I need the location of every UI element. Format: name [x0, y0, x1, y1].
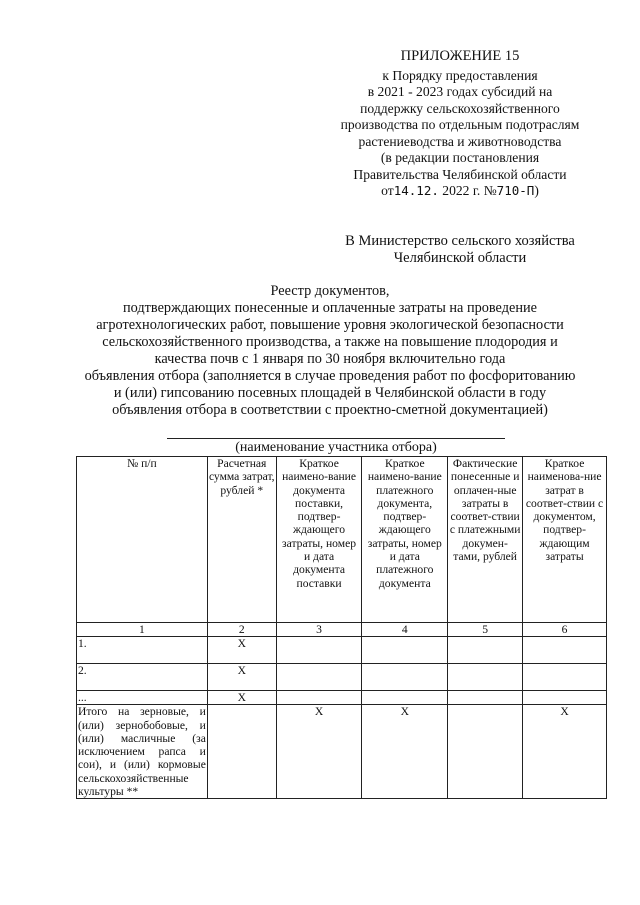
table-cell	[276, 691, 362, 705]
registry-title-line: объявления отбора (заполняется в случае проведения работ по фосфоритованию	[84, 368, 576, 384]
registry-title-line: Реестр документов,	[270, 283, 390, 299]
table-cell: X	[207, 637, 276, 664]
table-cell: X	[523, 705, 607, 799]
table-cell	[207, 705, 276, 799]
handwritten-date: 14.12.	[393, 183, 439, 198]
registry-title-line: агротехнологических работ, повышение уровня экологической безопасности	[96, 317, 564, 333]
appendix-title: ПРИЛОЖЕНИЕ 15	[400, 48, 520, 64]
header-line: Правительства Челябинской области	[353, 166, 567, 182]
table-cell: X	[362, 705, 448, 799]
column-header: Фактические понесенные и оплачен-ные затраты в соответ-ствии с платежными докумен-тами, рублей	[448, 457, 523, 623]
table-row-total	[77, 705, 607, 799]
recipient-line: Челябинской области	[393, 250, 527, 266]
column-header: Краткое наимено-вание платежного документа, подтвер-ждающего затраты, номер и дата платежного документа	[362, 457, 448, 623]
appendix-header	[300, 48, 620, 200]
table-cell	[448, 637, 523, 664]
table-row	[77, 691, 607, 705]
table-row	[77, 637, 607, 664]
column-header: Расчетная сумма затрат, рублей *	[207, 457, 276, 623]
column-number: 4	[362, 623, 448, 637]
table-cell	[276, 664, 362, 691]
table-cell: X	[207, 664, 276, 691]
table-cell: ...	[77, 691, 208, 705]
table-cell	[362, 691, 448, 705]
table-cell	[448, 705, 523, 799]
recipient-line: В Министерство сельского хозяйства	[345, 233, 575, 249]
column-header: Краткое наимено-вание документа поставки, подтвер-ждающего затраты, номер и дата документа поставки	[276, 457, 362, 623]
registry-title-line: объявления отбора в соответствии с проектно-сметной документацией)	[112, 402, 548, 418]
header-line: поддержку сельскохозяйственного	[360, 100, 560, 116]
table-cell: 2.	[77, 664, 208, 691]
column-header: № п/п	[77, 457, 208, 623]
table-cell: X	[207, 691, 276, 705]
registry-title	[40, 283, 620, 419]
registry-title-line: и (или) гипсованию посевных площадей в Челябинской области в году	[113, 385, 547, 401]
registry-title-line: сельскохозяйственного производства, а также на повышение плодородия и	[102, 334, 558, 350]
registry-title-line: подтверждающих понесенные и оплаченные затраты на проведение	[123, 300, 537, 316]
column-number: 6	[523, 623, 607, 637]
table-row	[77, 664, 607, 691]
table-cell: X	[276, 705, 362, 799]
table-cell	[448, 691, 523, 705]
table-cell	[523, 664, 607, 691]
column-number: 2	[207, 623, 276, 637]
column-header: Краткое наименова-ние затрат в соответ-ствии с документом, подтвер-ждающим затраты	[523, 457, 607, 623]
registry-title-line: качества почв с 1 января по 30 ноября включительно года	[154, 351, 506, 367]
column-number: 1	[77, 623, 208, 637]
participant-name-underline	[167, 438, 505, 439]
registry-table	[76, 456, 607, 799]
table-cell	[362, 664, 448, 691]
table-cell	[276, 637, 362, 664]
table-cell	[362, 637, 448, 664]
column-number: 3	[276, 623, 362, 637]
column-number: 5	[448, 623, 523, 637]
column-number-row	[77, 623, 607, 637]
header-line: в 2021 - 2023 годах субсидий на	[367, 84, 553, 99]
header-line: к Порядку предоставления	[382, 67, 538, 83]
table-cell: 1.	[77, 637, 208, 664]
header-line: растениеводства и животноводства	[358, 133, 562, 149]
table-cell	[448, 664, 523, 691]
recipient-block	[300, 233, 620, 267]
header-line: производства по отдельным подотраслям	[340, 117, 580, 132]
resolution-date-line: от14.12. 2022 г. №710-П)	[381, 183, 539, 198]
total-label-cell: Итого на зерновые, и (или) зернобобовые, и (или) масличные (за исключением рапса и сои), и (или) кормовые сельскохозяйственные культуры **	[78, 705, 206, 799]
participant-caption: (наименование участника отбора)	[235, 440, 437, 455]
table-cell	[523, 691, 607, 705]
table-header-row	[77, 457, 607, 623]
handwritten-number: 710-П	[496, 183, 535, 198]
table-cell	[523, 637, 607, 664]
header-line: (в редакции постановления	[380, 150, 540, 165]
